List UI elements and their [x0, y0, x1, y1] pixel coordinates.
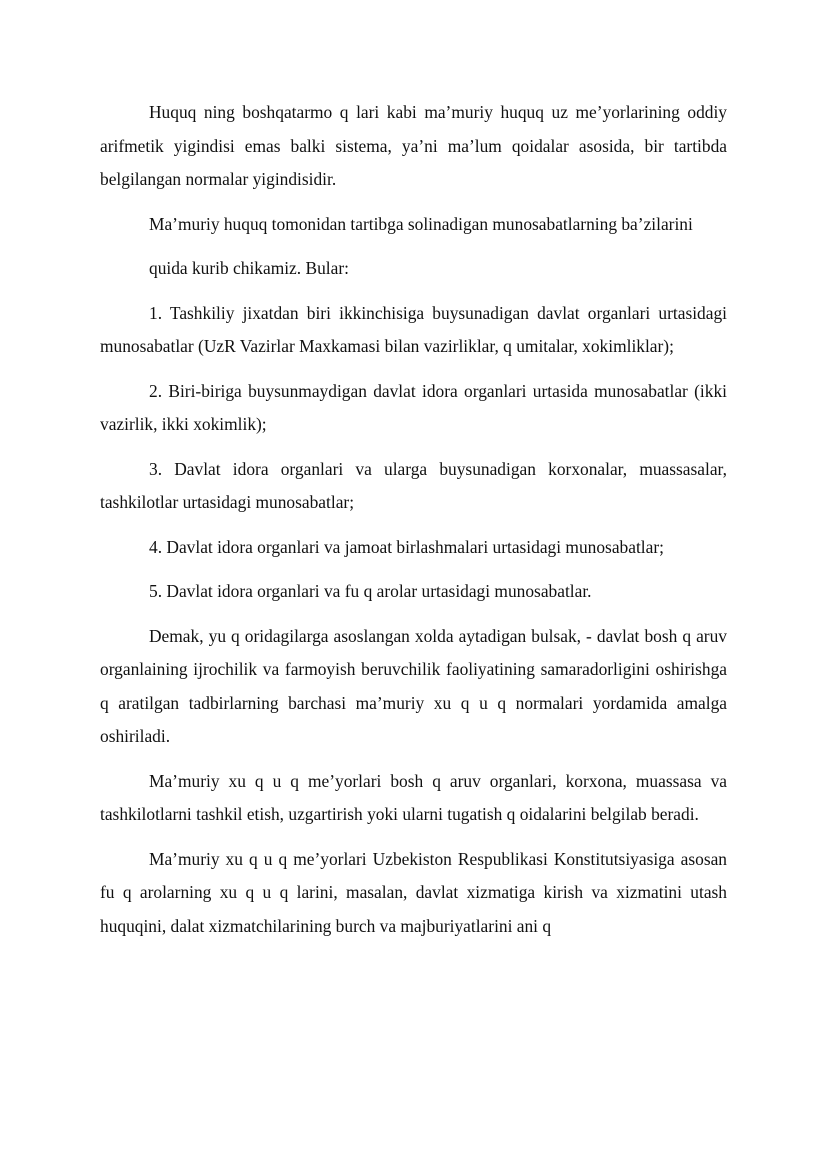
paragraph-demak: Demak, yu q oridagilarga asoslangan xolda aytadigan bulsak, - davlat bosh q aruv organlaining ijrochilik va farmoyish beruvchilik faoliyatining samaradorligini oshirishga q aratilgan tadbirlarning barchasi ma’muriy xu q u q normalari yordamida amalga oshiriladi. [100, 625, 727, 746]
paragraph-3: quida kurib chikamiz. Bular: [149, 258, 349, 278]
paragraph-1: Huquq ning boshqatarmo q lari kabi ma’muriy huquq uz me’yorlarining oddiy arifmetik yigindisi emas balki sistema, ya’ni ma’lum qoidalar asosida, bir tartibda belgilangan normalar yigindisidir. [100, 102, 727, 189]
list-item-4: 4. Davlat idora organlari va jamoat birlashmalari urtasidagi munosabatlar; [149, 536, 664, 557]
list-item-2: 2. Biri-biriga buysunmaydigan davlat idora organlari urtasida munosabatlar (ikki vazirlik, ikki xokimlik); [100, 380, 727, 434]
list-item-1: 1. Tashkiliy jixatdan biri ikkinchisiga buysunadigan davlat organlari urtasidagi munosabatlar (UzR Vazirlar Maxkamasi bilan vazirliklar, q umitalar, xokimliklar); [100, 302, 727, 356]
document-body [100, 96, 727, 954]
paragraph-mamuriy-2: Ma’muriy xu q u q me’yorlari Uzbekiston Respublikasi Konstitutsiyasiga asosan fu q arolarning xu q u q larini, masalan, davlat xizmatiga kirish va xizmatini utash huquqini, dalat xizmatchilarining burch va majburiyatlarini ani q [100, 848, 727, 936]
paragraph-mamuriy-1: Ma’muriy xu q u q me’yorlari bosh q aruv organlari, korxona, muassasa va tashkilotlarni tashkil etish, uzgartirish yoki ularni tugatish q oidalarini belgilab beradi. [100, 770, 727, 824]
list-item-5: 5. Davlat idora organlari va fu q arolar urtasidagi munosabatlar. [149, 581, 592, 601]
paragraph-2: Ma’muriy huquq tomonidan tartibga solinadigan munosabatlarning ba’zilarini [149, 213, 693, 234]
list-item-3: 3. Davlat idora organlari va ularga buysunadigan korxonalar, muassasalar, tashkilotlar urtasidagi munosabatlar; [100, 458, 727, 512]
